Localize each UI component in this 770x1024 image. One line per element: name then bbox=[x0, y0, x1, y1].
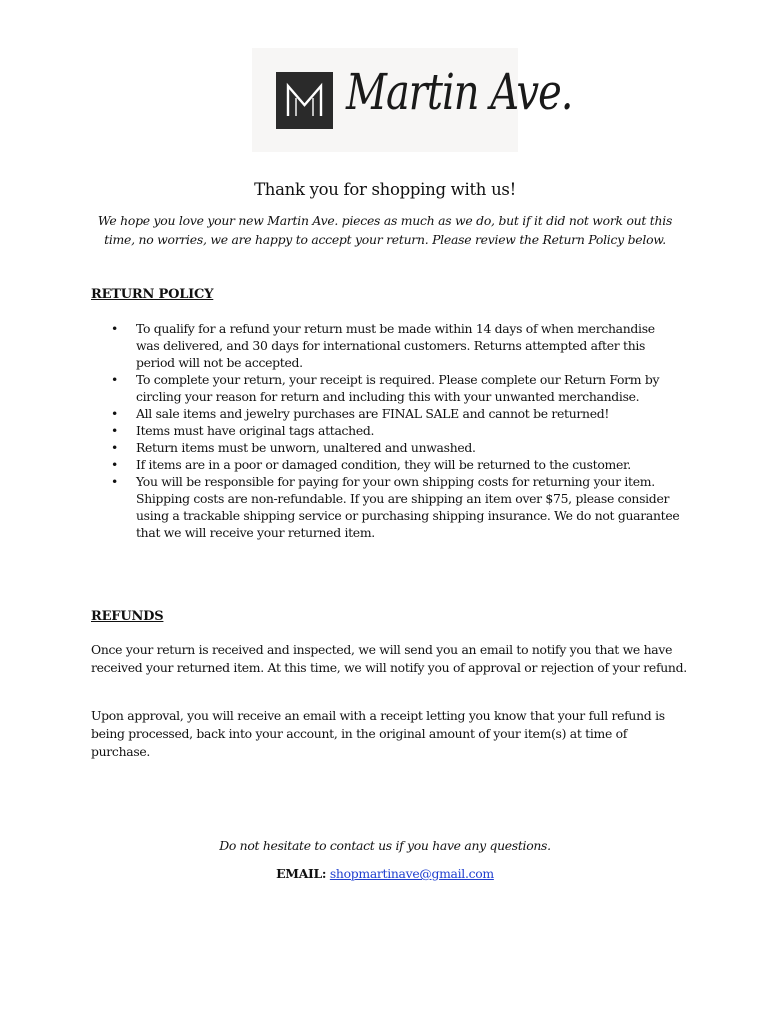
list-item-text: To complete your return, your receipt is required. Please complete our Return Form by circling your reason for return and including this with your unwanted merchandise. bbox=[136, 372, 660, 404]
contact-note: Do not hesitate to contact us if you have any questions. bbox=[219, 838, 551, 853]
bullet-icon: • bbox=[111, 474, 119, 489]
list-item bbox=[91, 320, 681, 371]
list-item-text: To qualify for a refund your return must be made within 14 days of when merchandise was delivered, and 30 days for international customers. Returns attempted after this period will not be accepted. bbox=[136, 321, 655, 370]
return-policy-heading: RETURN POLICY bbox=[91, 287, 214, 302]
list-item-text: You will be responsible for paying for your own shipping costs for returning your item. Shipping costs are non-refundable. If you are shipping an item over $75, please consider using a trackable shipping service or purchasing shipping insurance. We do not guarantee that we will receive your returned item. bbox=[136, 474, 680, 540]
refunds-paragraph-1: Once your return is received and inspected, we will send you an email to notify you that we have received your returned item. At this time, we will notify you of approval or rejection of your refund. bbox=[91, 642, 687, 675]
refunds-heading: REFUNDS bbox=[91, 609, 164, 624]
refunds-paragraph-2: Upon approval, you will receive an email with a receipt letting you know that your full refund is being processed, back into your account, in the original amount of your item(s) at time of purchase. bbox=[91, 708, 665, 759]
m-monogram-icon bbox=[276, 72, 333, 129]
list-item bbox=[91, 439, 681, 456]
brand-wordmark: Martin Ave. bbox=[346, 64, 573, 122]
page-title: Thank you for shopping with us! bbox=[254, 180, 516, 199]
bullet-icon: • bbox=[111, 457, 119, 472]
list-item bbox=[91, 473, 681, 541]
email-label: EMAIL: bbox=[276, 866, 327, 881]
list-item-text: Items must have original tags attached. bbox=[136, 423, 375, 438]
list-item-text: Return items must be unworn, unaltered and unwashed. bbox=[136, 440, 476, 455]
return-policy-list bbox=[91, 320, 681, 541]
list-item bbox=[91, 405, 681, 422]
list-item bbox=[91, 371, 681, 405]
bullet-icon: • bbox=[111, 423, 119, 438]
bullet-icon: • bbox=[111, 440, 119, 455]
email-link[interactable]: shopmartinave@gmail.com bbox=[329, 866, 494, 881]
list-item bbox=[91, 422, 681, 439]
intro-text: We hope you love your new Martin Ave. pieces as much as we do, but if it did not work out this time, no worries, we are happy to accept your return. Please review the Return Policy below. bbox=[97, 213, 673, 247]
bullet-icon: • bbox=[111, 321, 119, 336]
bullet-icon: • bbox=[111, 372, 119, 387]
list-item-text: If items are in a poor or damaged condition, they will be returned to the customer. bbox=[136, 457, 631, 472]
list-item bbox=[91, 456, 681, 473]
bullet-icon: • bbox=[111, 406, 119, 421]
list-item-text: All sale items and jewelry purchases are FINAL SALE and cannot be returned! bbox=[136, 406, 610, 421]
brand-logo bbox=[252, 48, 573, 152]
email-line bbox=[0, 866, 770, 881]
